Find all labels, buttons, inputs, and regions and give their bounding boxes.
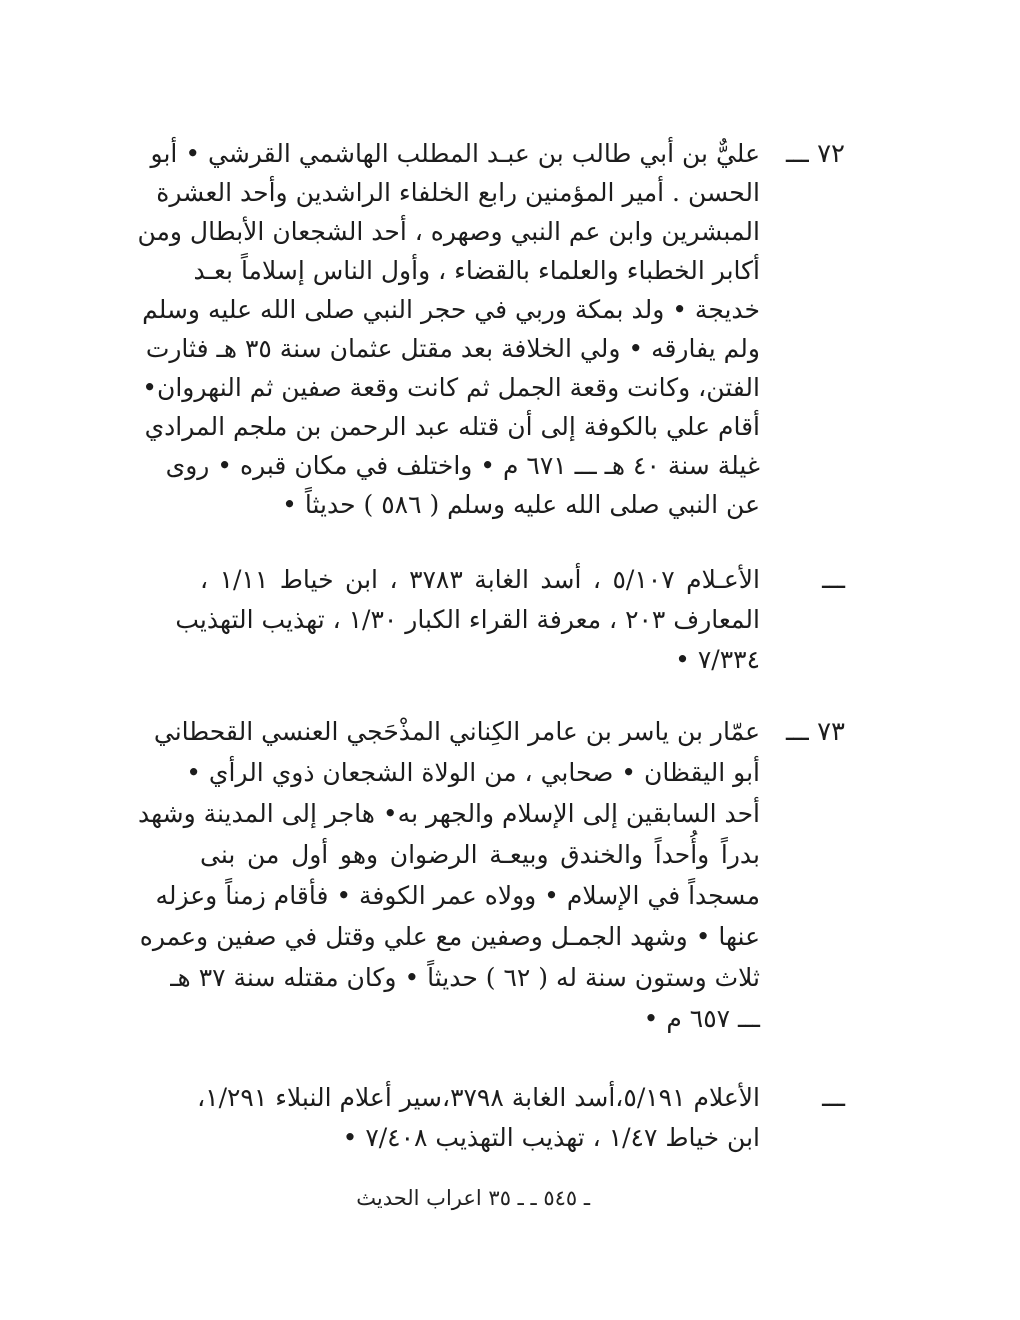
body-line: أكابر الخطباء والعلماء بالقضاء ، وأول الناس إسلاماً بعـد <box>193 256 760 285</box>
body-line: عن النبي صلى الله عليه وسلم ( ٥٨٦ ) حديثاً • <box>282 490 760 519</box>
entry-number: ٧٢ ـــ <box>785 139 845 169</box>
sources-73 <box>197 1078 845 1168</box>
body-line: ٧/٣٣٤ • <box>675 645 760 674</box>
body-line: مسجداً في الإسلام • وولاه عمر الكوفة • فأقام زمناً وعزله <box>155 881 760 910</box>
body-line: ثلاث وستون سنة له ( ٦٢ ) حديثاً • وكان مقتله سنة ٣٧ هـ <box>170 963 760 992</box>
body-line: الحسن . أمير المؤمنين رابع الخلفاء الراشدين وأحد العشرة <box>156 178 760 207</box>
entry-73 <box>137 712 845 1062</box>
body-line: أبو اليقظان • صحابي ، من الولاة الشجعان ذوي الرأي • <box>186 758 760 787</box>
body-line: ابن خياط ١/٤٧ ، تهذيب التهذيب ٧/٤٠٨ • <box>342 1123 760 1152</box>
sources-72 <box>175 560 845 690</box>
body-line: أقام علي بالكوفة إلى أن قتله عبد الرحمن بن ملجم المرادي <box>144 412 760 441</box>
body-line: الأعـلام ٥/١٠٧ ، أسد الغابة ٣٧٨٣ ، ابن خياط ١/١١ ، <box>200 565 760 594</box>
body-line: المبشرين وابن عم النبي وصهره ، أحد الشجعان الأبطال ومن <box>137 217 760 246</box>
body-line: خديجة • ولد بمكة وربي في حجر النبي صلى الله عليه وسلم <box>142 295 760 324</box>
body-line: غيلة سنة ٤٠ هـ ـــ ٦٧١ م • واختلف في مكان قبره • روى <box>165 451 760 480</box>
entry-dash: ـــ <box>822 1083 845 1113</box>
body-line: الفتن، وكانت وقعة الجمل ثم كانت وقعة صفين ثم النهروان• <box>142 373 760 402</box>
body-line: المعارف ٢٠٣ ، معرفة القراء الكبار ١/٣٠ ، تهذيب التهذيب <box>175 605 760 634</box>
entry-72 <box>137 134 845 544</box>
body-line: ولم يفارقه • ولي الخلافة بعد مقتل عثمان سنة ٣٥ هـ فثارت <box>145 334 760 363</box>
body-line: عمّار بن ياسر بن عامر الكِناني المذْحَجي العنسي القحطاني <box>153 717 760 746</box>
body-line: أحد السابقين إلى الإسلام والجهر به• هاجر إلى المدينة وشهد <box>137 799 760 828</box>
entry-dash: ـــ <box>822 565 845 595</box>
entry-number: ٧٣ ـــ <box>785 717 845 747</box>
body-line: ـــ ٦٥٧ م • <box>643 1004 760 1033</box>
page-footer: ـ ٥٤٥ ـ ـ ٣٥ اعراب الحديث <box>356 1186 590 1210</box>
body-line: بدراً وأُحداً والخندق وبيعـة الرضوان وهو أول من بنى <box>200 840 760 869</box>
body-line: الأعلام ٥/١٩١،أسد الغابة ٣٧٩٨،سير أعلام النبلاء ١/٢٩١، <box>197 1083 760 1112</box>
body-line: عنها • وشهد الجمـل وصفين مع علي وقتل في صفين وعمره <box>139 922 760 951</box>
body-line: عليٌّ بن أبي طالب بن عبـد المطلب الهاشمي القرشي • أبو <box>150 139 760 168</box>
